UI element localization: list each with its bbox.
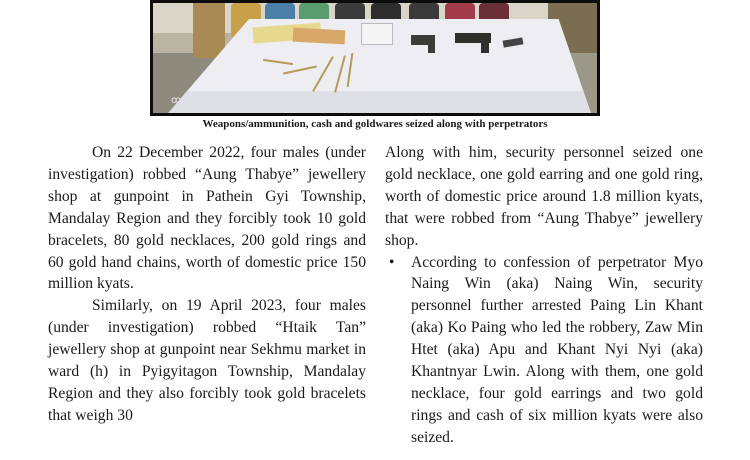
photo-watermark: ꝏ	[171, 95, 182, 106]
jewellery-box	[361, 23, 393, 45]
photo-door	[193, 3, 225, 58]
pistol-grip	[428, 41, 435, 53]
article-column-right	[385, 142, 703, 449]
table-cloth-shade	[163, 91, 593, 116]
article-bullet-item	[385, 252, 703, 449]
pistol-grip	[481, 39, 489, 53]
article-paragraph: Similarly, on 19 April 2023, four males (under investigation) robbed “Htaik Tan” jewellery shop at gunpoint near Sekhmu market in ward (h) in Pyigyitagon Township, Mandalay Region and they also forcibly took gold bracelets that weigh 30	[48, 297, 366, 424]
article-paragraph: Along with him, security personnel seized one gold necklace, one gold earring and one gold ring, worth of domestic price around 1.8 million kyats, that were robbed from “Aung Thabye” jewellery shop.	[385, 144, 703, 249]
bullet-text: According to confession of perpetrator Myo Naing Win (aka) Naing Win, security personnel further arrested Paing Lin Khant (aka) Ko Paing who led the robbery, Zaw Min Htet (aka) Apu and Khant Nyi Nyi (aka) Khantnyar Lwin. Along with them, one gold necklace, four gold earrings and two gold rings and cash of six million kyats were also seized.	[411, 253, 703, 446]
seized-cash	[293, 28, 346, 45]
bullet-icon: •	[389, 253, 395, 271]
photo-caption: Weapons/ammunition, cash and goldwares seized along with perpetrators	[202, 118, 548, 130]
news-photo	[150, 0, 600, 116]
article-paragraph: On 22 December 2022, four males (under investigation) robbed “Aung Thabye” jewellery shop at gunpoint in Pathein Gyi Township, Mandalay Region and they forcibly took 10 gold bracelets, 80 gold necklaces, 200 gold rings and 60 gold hand chains, worth of domestic price 150 million kyats.	[48, 144, 366, 293]
article-column-left	[48, 142, 366, 427]
